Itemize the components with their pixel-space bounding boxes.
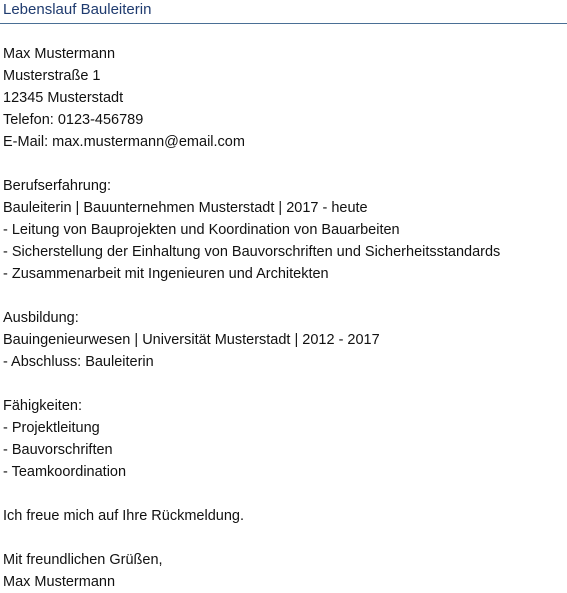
signoff-name: Max Mustermann — [3, 574, 116, 590]
contact-street: Musterstraße 1 — [3, 68, 101, 84]
skills-section — [3, 395, 563, 483]
contact-block — [3, 43, 563, 153]
experience-heading: Berufserfahrung: — [3, 178, 112, 194]
education-item: - Abschluss: Bauleiterin — [3, 354, 154, 370]
contact-name: Max Mustermann — [3, 46, 116, 62]
skills-heading: Fähigkeiten: — [3, 398, 82, 414]
experience-item: - Zusammenarbeit mit Ingenieuren und Architekten — [3, 266, 329, 282]
contact-city: 12345 Musterstadt — [3, 90, 124, 106]
skills-item: - Bauvorschriften — [3, 442, 113, 458]
experience-position: Bauleiterin | Bauunternehmen Musterstadt | 2017 - heute — [3, 200, 368, 216]
education-section — [3, 307, 563, 373]
title-divider — [0, 23, 567, 24]
skills-item: - Teamkoordination — [3, 464, 127, 480]
signoff-greeting: Mit freundlichen Grüßen, — [3, 552, 163, 568]
contact-phone: Telefon: 0123-456789 — [3, 112, 144, 128]
contact-email: E-Mail: max.mustermann@email.com — [3, 134, 245, 150]
signoff-block — [3, 549, 563, 593]
document-title: Lebenslauf Bauleiterin — [3, 1, 152, 18]
skills-item: - Projektleitung — [3, 420, 100, 436]
spacer — [3, 527, 563, 549]
spacer — [3, 153, 563, 175]
document-body — [3, 43, 563, 593]
experience-section — [3, 175, 563, 285]
education-heading: Ausbildung: — [3, 310, 79, 326]
closing-sentence: Ich freue mich auf Ihre Rückmeldung. — [3, 508, 244, 524]
spacer — [3, 373, 563, 395]
education-degree: Bauingenieurwesen | Universität Musterstadt | 2012 - 2017 — [3, 332, 380, 348]
spacer — [3, 483, 563, 505]
spacer — [3, 285, 563, 307]
experience-item: - Leitung von Bauprojekten und Koordination von Bauarbeiten — [3, 222, 400, 238]
experience-item: - Sicherstellung der Einhaltung von Bauvorschriften und Sicherheitsstandards — [3, 244, 501, 260]
